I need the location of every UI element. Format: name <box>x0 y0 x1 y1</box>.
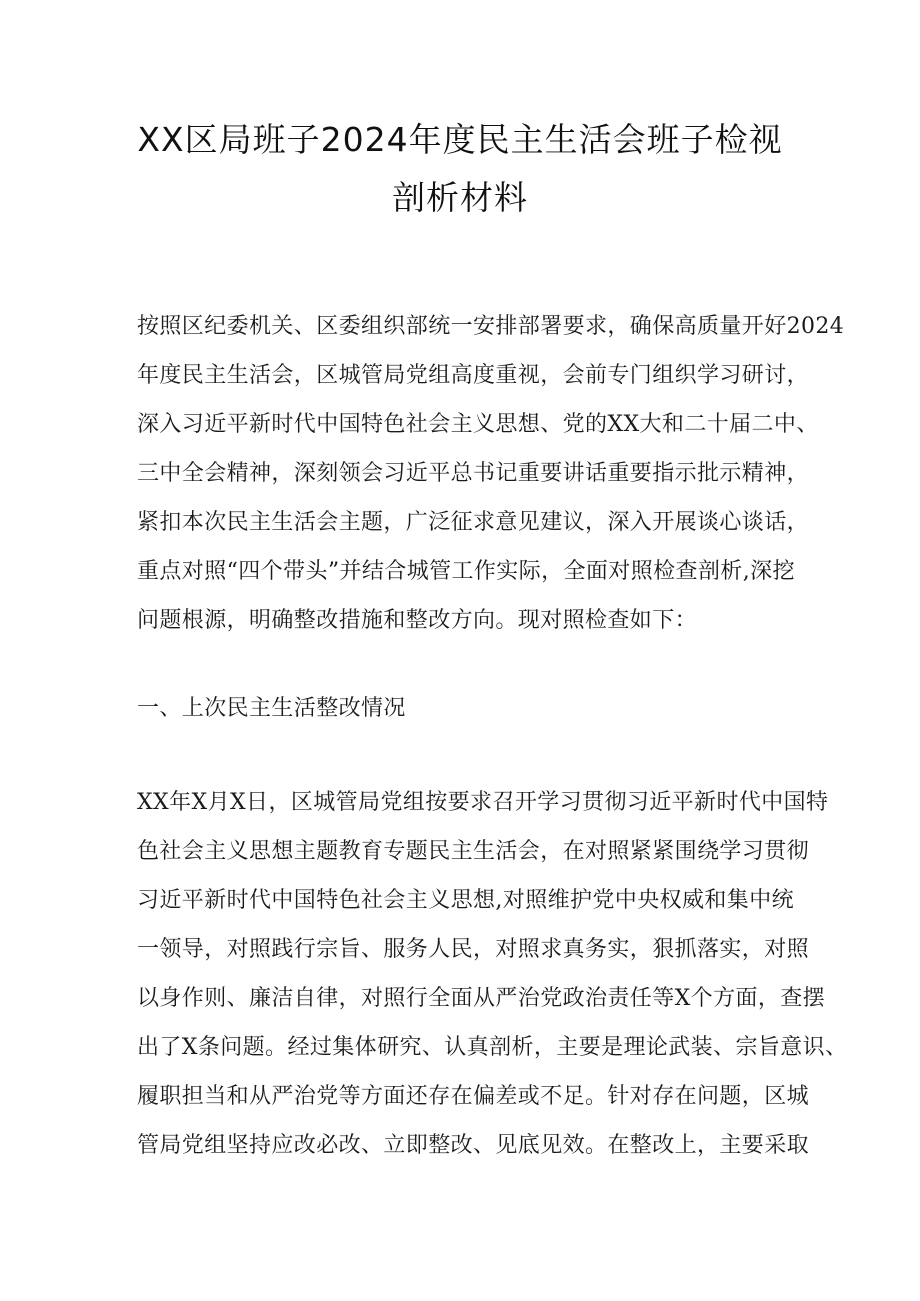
intro-line-4: 三中全会精神，深刻领会习近平总书记重要讲话重要指示批示精神， <box>137 461 810 486</box>
intro-line-7: 问题根源，明确整改措施和整改方向。现对照检查如下： <box>137 608 698 633</box>
section1-line-1: XX年X月X日，区城管局党组按要求召开学习贯彻习近平新时代中国特 <box>137 790 829 815</box>
section1-line-2: 色社会主义思想主题教育专题民主生活会，在对照紧紧围绕学习贯彻 <box>137 839 810 864</box>
title-line-2: 剖析材料 <box>392 178 528 217</box>
intro-line-1: 按照区纪委机关、区委组织部统一安排部署要求，确保高质量开好2024 <box>137 314 845 339</box>
section1-line-3: 习近平新时代中国特色社会主义思想,对照维护党中央权威和集中统 <box>137 888 794 913</box>
section1-line-6: 出了X条问题。经过集体研究、认真剖析，主要是理论武装、宗旨意识、 <box>137 1035 848 1060</box>
section1-line-7: 履职担当和从严治党等方面还存在偏差或不足。针对存在问题，区城 <box>137 1084 810 1109</box>
section1-line-8: 管局党组坚持应改必改、立即整改、见底见效。在整改上，主要采取 <box>137 1133 810 1158</box>
intro-line-5: 紧扣本次民主生活会主题，广泛征求意见建议，深入开展谈心谈话， <box>137 510 810 535</box>
section1-line-4: 一领导，对照践行宗旨、服务人民，对照求真务实，狠抓落实，对照 <box>137 937 810 962</box>
section1-line-5: 以身作则、廉洁自律，对照行全面从严治党政治责任等X个方面，查摆 <box>137 986 826 1011</box>
intro-line-3: 深入习近平新时代中国特色社会主义思想、党的XX大和二十届二中、 <box>137 412 819 437</box>
intro-paragraph <box>137 302 845 645</box>
intro-line-2: 年度民主生活会，区城管局党组高度重视，会前专门组织学习研讨， <box>137 363 810 388</box>
intro-line-6: 重点对照“四个带头”并结合城管工作实际，全面对照检查剖析,深挖 <box>137 559 795 584</box>
title-line-1: XX区局班子2024年度民主生活会班子检视 <box>137 120 783 159</box>
section-heading: 一、上次民主生活整改情况 <box>137 696 406 721</box>
document-title <box>60 111 860 227</box>
section1-paragraph <box>137 778 848 1170</box>
